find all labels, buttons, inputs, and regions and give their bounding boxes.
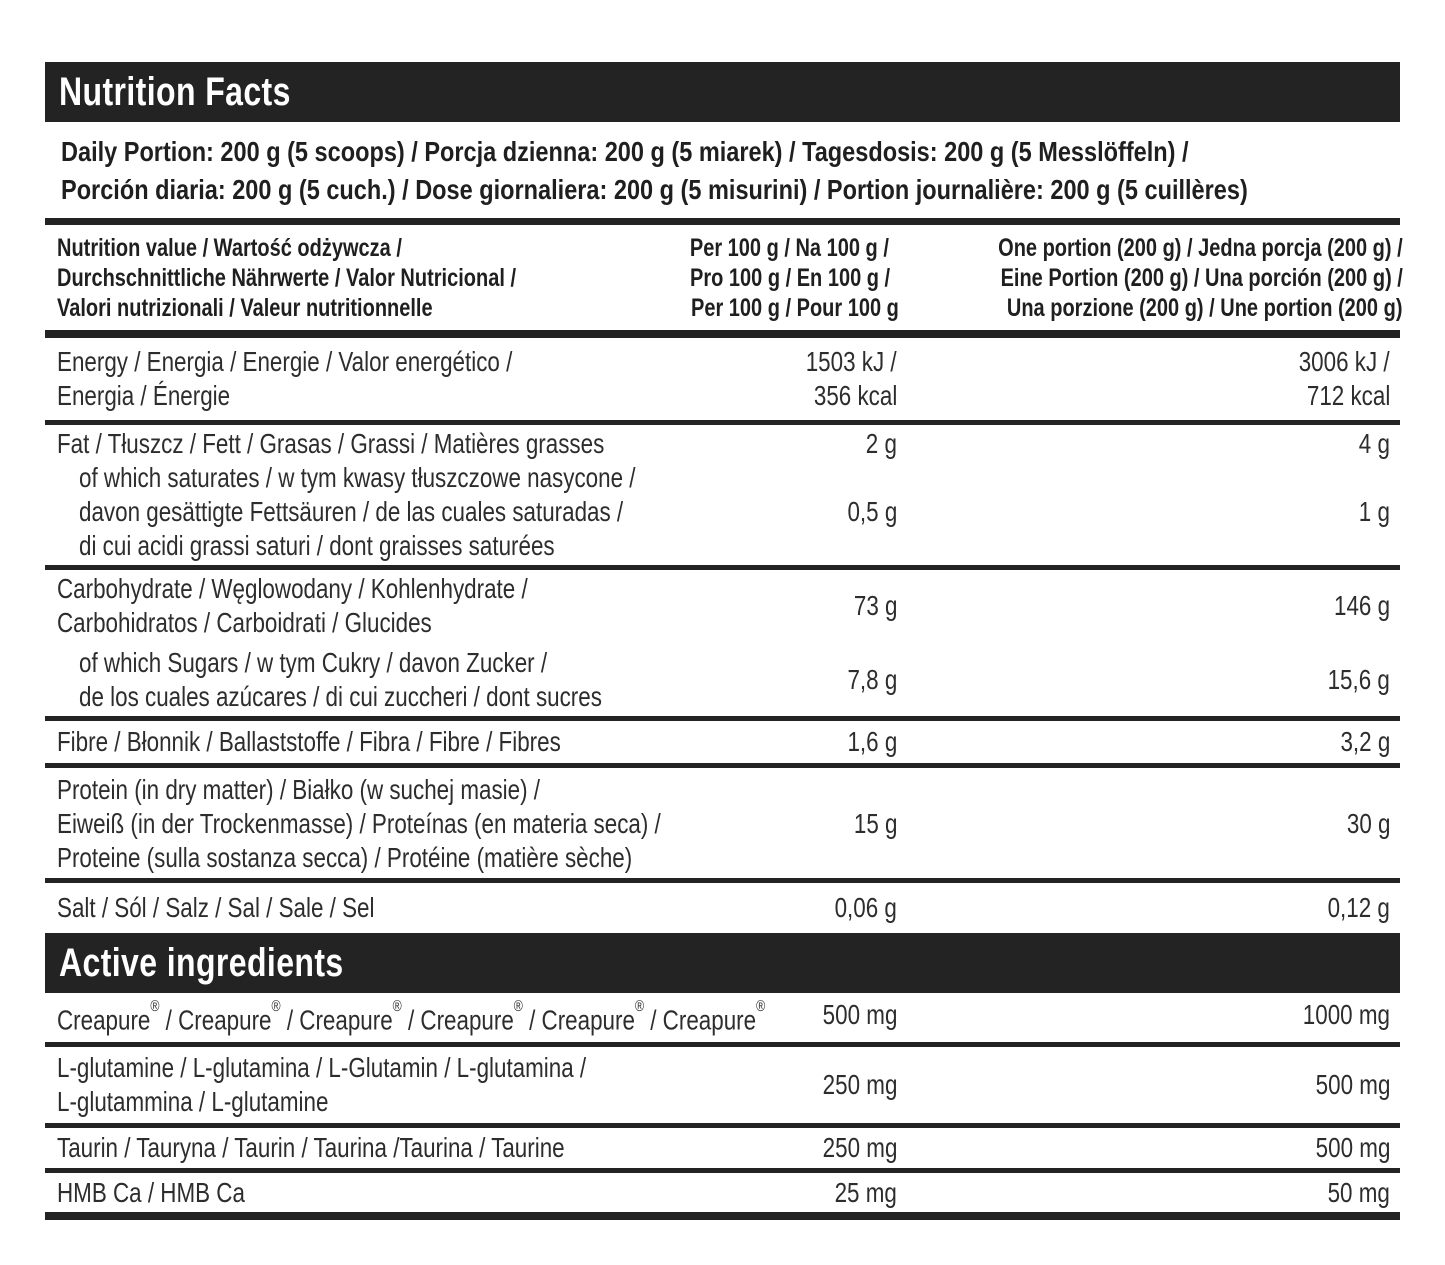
nutrition-facts-header-bar: [45, 62, 1400, 122]
row-hmb-ca: [45, 1173, 1400, 1212]
value-per100: 0,06 g: [834, 892, 897, 923]
row-protein-portion: [897, 773, 1400, 875]
nutrition-facts-title: Nutrition Facts: [59, 69, 291, 114]
row-fat-main: [45, 427, 1400, 461]
row-fibre-label: Fibre / Błonnik / Ballaststoffe / Fibra / Fibre / Fibres: [57, 726, 561, 757]
row-fat-saturates-portion: [897, 461, 1400, 563]
value-portion: 3,2 g: [1340, 726, 1390, 757]
row-salt: [45, 883, 1400, 933]
row-carbohydrate: [45, 570, 1400, 721]
table-header-one-portion: [897, 233, 1407, 323]
value-per100: 2 g: [865, 428, 897, 459]
row-carbohydrate-main: [45, 572, 1400, 640]
value-portion: 500 mg: [1315, 1132, 1390, 1164]
row-energy-portion: [897, 345, 1400, 413]
row-l-glutamine-label-line: L-glutamine / L-glutamina / L-Glutamin / L-glutamina /: [57, 1052, 587, 1084]
table-header-col1-line: Durchschnittliche Nährwerte / Valor Nutricional /: [57, 264, 516, 292]
row-fibre: [45, 721, 1400, 768]
value-per100: 15 g: [853, 808, 897, 839]
table-header-col3-line: One portion (200 g) / Jedna porcja (200 g) /: [998, 234, 1403, 262]
divider: [45, 1212, 1400, 1220]
row-l-glutamine-label: [45, 1051, 665, 1119]
row-energy-label-line: Energia / Énergie: [57, 380, 231, 411]
row-protein: [45, 768, 1400, 883]
divider: [45, 218, 1400, 225]
value-portion: 50 mg: [1327, 1177, 1390, 1209]
row-fat-saturates: [45, 461, 1400, 563]
table-header-col1-line: Nutrition value / Wartość odżywcza /: [57, 234, 402, 262]
value-per100: 73 g: [853, 590, 897, 621]
row-protein-label-line: Eiweiß (in der Trockenmasse) / Proteínas (en materia seca) /: [57, 808, 661, 839]
row-hmb-ca-label: HMB Ca / HMB Ca: [57, 1177, 245, 1209]
nutrition-label: [45, 62, 1403, 1220]
value-per100: 1503 kJ /: [806, 346, 897, 377]
row-energy-per100: [665, 345, 897, 413]
value-per100: 250 mg: [822, 1132, 897, 1164]
value-portion: 30 g: [1346, 808, 1390, 839]
value-portion: 4 g: [1358, 428, 1390, 459]
row-l-glutamine-label-line: L-glutammina / L-glutamine: [57, 1086, 329, 1118]
value-per100: 356 kcal: [813, 380, 897, 411]
value-portion: 1 g: [1358, 496, 1390, 527]
row-fat-label: Fat / Tłuszcz / Fett / Grasas / Grassi / Matières grasses: [57, 428, 605, 459]
row-protein-label-line: Protein (in dry matter) / Białko (w suchej masie) /: [57, 774, 540, 805]
row-fat-saturates-label-line: of which saturates / w tym kwasy tłuszczowe nasycone /: [79, 462, 636, 493]
row-sugars-portion: [897, 646, 1400, 714]
row-carbohydrate-portion: [897, 572, 1400, 640]
table-header-col1-line: Valori nutrizionali / Valeur nutritionnelle: [57, 294, 433, 322]
divider: [45, 330, 1400, 338]
row-protein-per100: [665, 773, 897, 875]
row-fat-saturates-per100: [665, 461, 897, 563]
table-header-col2-line: Per 100 g / Na 100 g /: [689, 234, 889, 262]
row-fat-saturates-label-line: di cui acidi grassi saturi / dont graisses saturées: [79, 530, 555, 561]
row-energy: [45, 338, 1400, 425]
row-fat-saturates-label-line: davon gesättigte Fettsäuren / de las cuales saturadas /: [79, 496, 624, 527]
row-l-glutamine-portion: [897, 1051, 1400, 1119]
value-portion: 3006 kJ /: [1299, 346, 1390, 377]
row-energy-label: [45, 345, 665, 413]
value-portion: 146 g: [1333, 590, 1390, 621]
row-carbohydrate-per100: [665, 572, 897, 640]
table-header-row: [45, 225, 1403, 330]
row-salt-label: Salt / Sól / Salz / Sal / Sale / Sel: [57, 892, 375, 923]
row-taurine: [45, 1128, 1400, 1173]
value-per100: 25 mg: [834, 1177, 897, 1209]
row-fat-saturates-label: [45, 461, 665, 563]
value-per100: 1,6 g: [847, 726, 897, 757]
value-per100: 250 mg: [822, 1069, 897, 1101]
value-portion: 15,6 g: [1327, 664, 1390, 695]
daily-portion-section: [45, 122, 1400, 218]
row-sugars: [45, 646, 1400, 714]
daily-portion-line-1: Daily Portion: 200 g (5 scoops) / Porcja dzienna: 200 g (5 miarek) / Tagesdosis: 200 g (5 Messlöffeln) /: [61, 136, 1189, 167]
row-creapure: [45, 993, 1400, 1047]
row-energy-label-line: Energy / Energia / Energie / Valor energético /: [57, 346, 513, 377]
row-sugars-label-line: of which Sugars / w tym Cukry / davon Zucker /: [79, 647, 548, 678]
row-sugars-label: [45, 646, 665, 714]
daily-portion-line-2: Porción diaria: 200 g (5 cuch.) / Dose giornaliera: 200 g (5 misurini) / Portion journalière: 200 g (5 cuillères): [61, 174, 1248, 205]
value-per100: 0,5 g: [847, 496, 897, 527]
table-header-per-100g: [665, 233, 897, 323]
value-portion: 0,12 g: [1327, 892, 1390, 923]
value-portion: 1000 mg: [1302, 999, 1390, 1030]
table-header-col3-line: Eine Portion (200 g) / Una porción (200 g) /: [1000, 264, 1403, 292]
active-ingredients-title: Active ingredients: [59, 940, 344, 985]
table-header-col2-line: Per 100 g / Pour 100 g: [690, 294, 899, 322]
row-l-glutamine: [45, 1047, 1400, 1128]
value-per100: 7,8 g: [847, 664, 897, 695]
row-l-glutamine-per100: [665, 1051, 897, 1119]
row-protein-label: [45, 773, 665, 875]
table-header-col2-line: Pro 100 g / En 100 g /: [690, 264, 891, 292]
table-header-col3-line: Una porzione (200 g) / Une portion (200 g): [1007, 294, 1403, 322]
row-creapure-label: Creapure® / Creapure® / Creapure® / Creapure® / Creapure® / Creapure®: [57, 997, 766, 1036]
row-carbohydrate-label-line: Carbohidratos / Carboidrati / Glucides: [57, 607, 432, 638]
row-taurine-label: Taurin / Tauryna / Taurin / Taurina /Taurina / Taurine: [57, 1132, 565, 1164]
value-portion: 712 kcal: [1306, 380, 1390, 411]
value-per100: 500 mg: [822, 999, 897, 1030]
row-carbohydrate-label: [45, 572, 665, 640]
row-fat: [45, 425, 1400, 570]
row-carbohydrate-label-line: Carbohydrate / Węglowodany / Kohlenhydrate /: [57, 573, 528, 604]
row-sugars-label-line: de los cuales azúcares / di cui zuccheri / dont sucres: [79, 681, 602, 712]
row-sugars-per100: [665, 646, 897, 714]
active-ingredients-header-bar: [45, 933, 1400, 993]
value-portion: 500 mg: [1315, 1069, 1390, 1101]
row-protein-label-line: Proteine (sulla sostanza secca) / Protéine (matière sèche): [57, 842, 633, 873]
table-header-nutrition-value: [45, 233, 665, 323]
